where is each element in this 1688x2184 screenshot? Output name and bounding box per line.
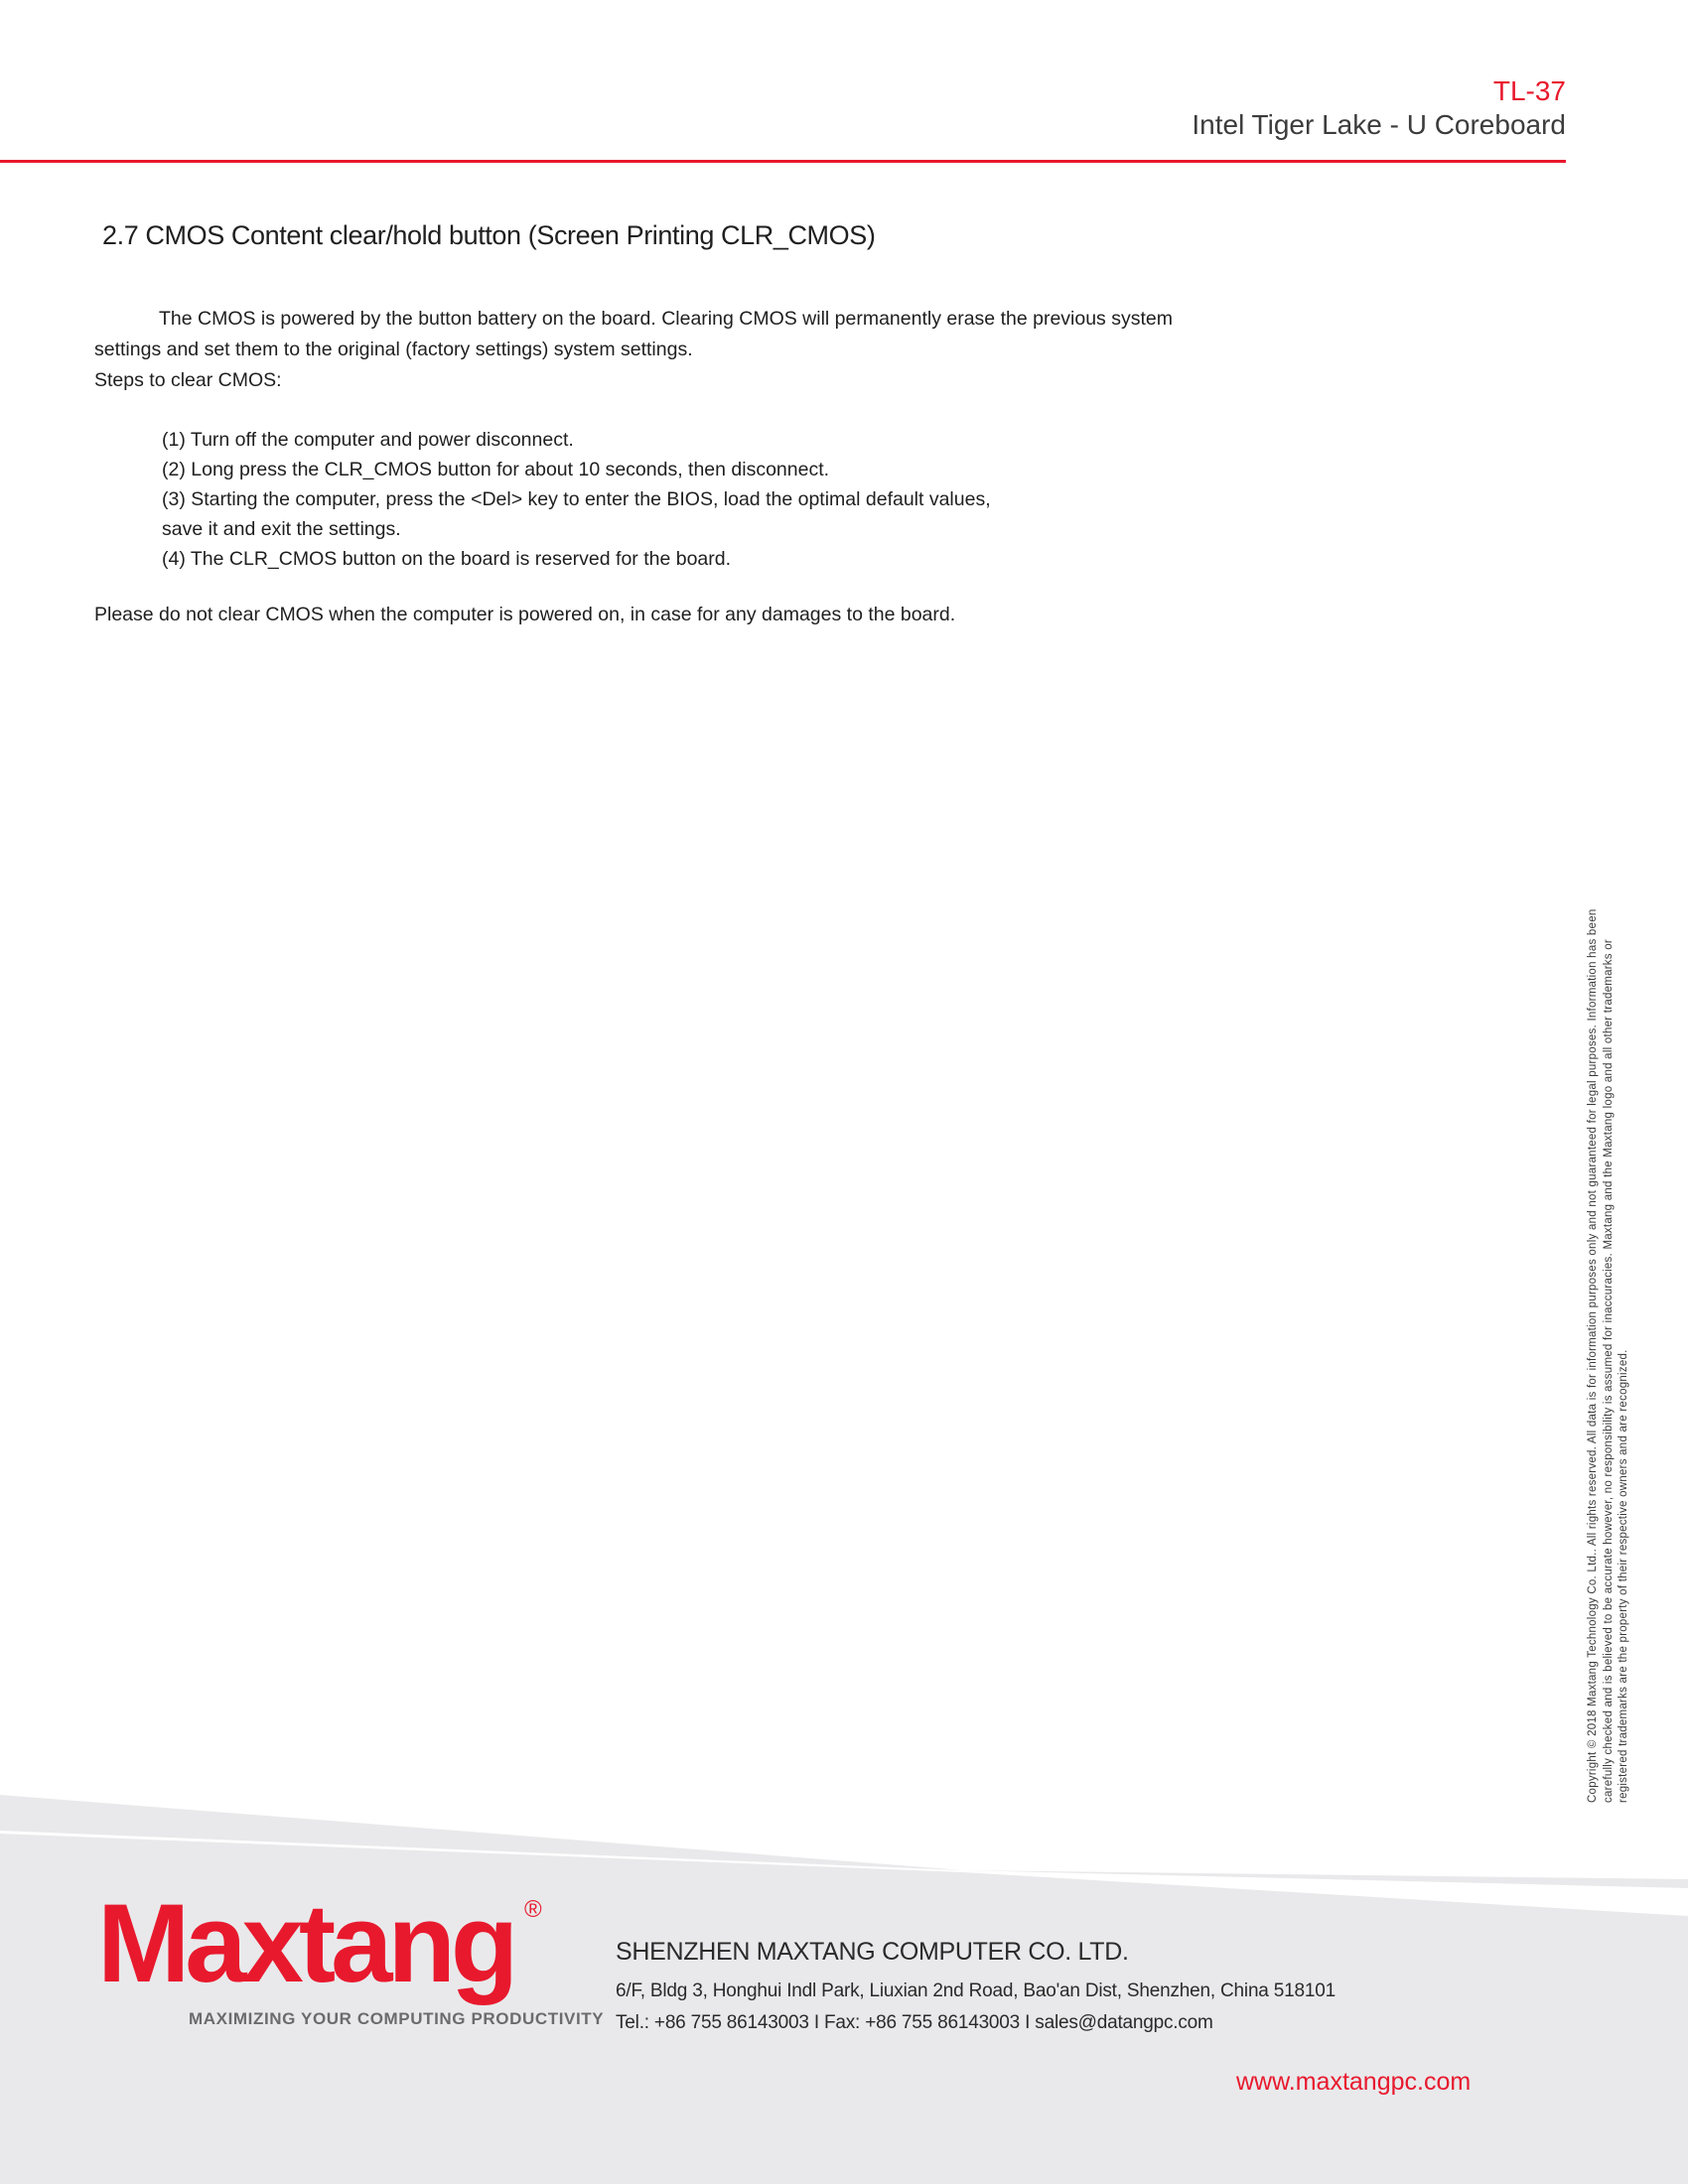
company-contact: Tel.: +86 755 86143003 I Fax: +86 755 86143003 I sales@datangpc.com xyxy=(616,2012,1213,2033)
maxtang-logo-text: Maxtang xyxy=(97,1881,514,2005)
paragraph-line: Steps to clear CMOS: xyxy=(94,369,282,391)
steps-list xyxy=(162,425,991,574)
page-header xyxy=(1192,75,1566,143)
website-url[interactable]: www.maxtangpc.com xyxy=(1236,2068,1472,2096)
company-info xyxy=(616,1938,1336,2034)
step-item: (1) Turn off the computer and power disconnect. xyxy=(162,429,574,451)
copyright-line: registered trademarks are the property of their respective owners and are recognized. xyxy=(1618,1349,1630,1803)
paragraph-line: settings and set them to the original (factory settings) system settings. xyxy=(94,339,693,360)
section-heading: 2.7 CMOS Content clear/hold button (Screen Printing CLR_CMOS) xyxy=(102,220,876,250)
intro-paragraph xyxy=(94,304,1173,396)
copyright-line: Copyright © 2018 Maxtang Technology Co. Ltd.. All rights reserved. All data is for information purposes only and not guaranteed for legal purposes. Information has been xyxy=(1587,908,1599,1803)
doc-subtitle: Intel Tiger Lake - U Coreboard xyxy=(1192,109,1566,140)
maxtang-logo xyxy=(97,1881,542,2005)
step-item: (4) The CLR_CMOS button on the board is reserved for the board. xyxy=(162,548,732,570)
step-item: (2) Long press the CLR_CMOS button for about 10 seconds, then disconnect. xyxy=(162,459,830,480)
company-name: SHENZHEN MAXTANG COMPUTER CO. LTD. xyxy=(616,1938,1129,1966)
registered-trademark-icon: ® xyxy=(524,1896,542,1923)
header-divider-rule xyxy=(0,160,1566,163)
logo-tagline: MAXIMIZING YOUR COMPUTING PRODUCTIVITY xyxy=(189,2009,605,2028)
paragraph-line: The CMOS is powered by the button battery on the board. Clearing CMOS will permanently erase the previous system xyxy=(159,308,1173,330)
warning-paragraph: Please do not clear CMOS when the computer is powered on, in case for any damages to the board. xyxy=(94,604,956,625)
doc-code: TL-37 xyxy=(1492,75,1566,106)
company-address: 6/F, Bldg 3, Honghui Indl Park, Liuxian 2nd Road, Bao'an Dist, Shenzhen, China 518101 xyxy=(616,1980,1336,2001)
step-item-continuation: save it and exit the settings. xyxy=(162,518,401,540)
copyright-line: carefully checked and is believed to be accurate however, no responsibility is assumed for inaccuracies. Maxtang and the Maxtang logo and all other trademarks or xyxy=(1602,939,1615,1803)
copyright-sidebar xyxy=(1586,889,1633,1803)
step-item: (3) Starting the computer, press the <Del> key to enter the BIOS, load the optimal default values, xyxy=(162,488,991,510)
